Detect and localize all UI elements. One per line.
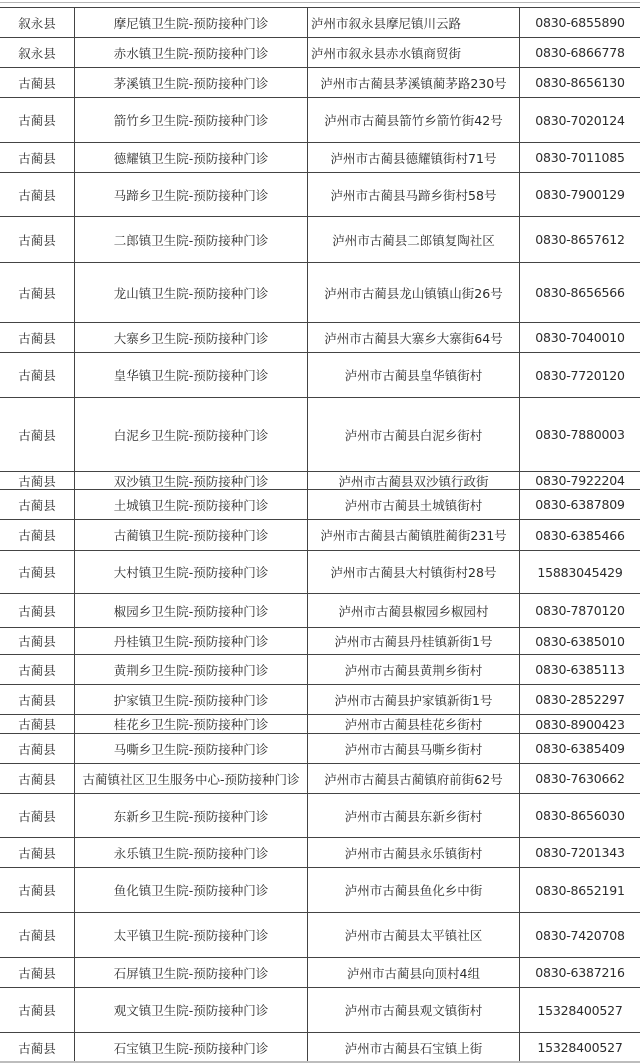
- county-cell: 古蔺县: [0, 217, 75, 262]
- table-row: [0, 715, 640, 734]
- table-row: [0, 685, 640, 715]
- address-cell: 泸州市古蔺县大村镇街村28号: [308, 551, 520, 593]
- clinic-name-cell: 椒园乡卫生院-预防接种门诊: [75, 594, 308, 627]
- address-cell: 泸州市古蔺县古蔺镇胜蔺街231号: [308, 520, 520, 550]
- county-cell: 古蔺县: [0, 263, 75, 322]
- county-cell: 古蔺县: [0, 520, 75, 550]
- county-cell: 古蔺县: [0, 958, 75, 987]
- address-cell: 泸州市古蔺县丹桂镇新街1号: [308, 628, 520, 654]
- clinic-name-cell: 龙山镇卫生院-预防接种门诊: [75, 263, 308, 322]
- phone-cell: 0830-6385409: [535, 741, 625, 756]
- table-row: [0, 263, 640, 323]
- table-row: [0, 490, 640, 520]
- address-cell: 泸州市古蔺县马蹄乡街村58号: [308, 173, 520, 216]
- table-row: [0, 353, 640, 398]
- address-cell: 泸州市古蔺县向顶村4组: [308, 958, 520, 987]
- phone-cell: 0830-8657612: [535, 232, 625, 247]
- phone-cell: 0830-6385010: [535, 633, 625, 649]
- address-cell: 泸州市叙永县赤水镇商贸街: [308, 38, 520, 67]
- phone-cell: 0830-7020124: [535, 112, 625, 128]
- table-row: [0, 958, 640, 988]
- phone-cell: 0830-6866778: [535, 45, 625, 60]
- clinic-name-cell: 大村镇卫生院-预防接种门诊: [75, 551, 308, 593]
- clinic-name-cell: 土城镇卫生院-预防接种门诊: [75, 490, 308, 519]
- address-cell: 泸州市古蔺县椒园乡椒园村: [308, 594, 520, 627]
- phone-cell: 0830-7870120: [535, 603, 625, 618]
- phone-cell: 0830-7201343: [535, 845, 625, 860]
- clinic-name-cell: 太平镇卫生院-预防接种门诊: [75, 913, 308, 957]
- address-cell: 泸州市古蔺县白泥乡街村: [308, 398, 520, 471]
- phone-cell: 0830-8656130: [535, 75, 625, 90]
- clinic-name-cell: 白泥乡卫生院-预防接种门诊: [75, 398, 308, 471]
- address-cell: 泸州市古蔺县马嘶乡街村: [308, 734, 520, 763]
- phone-cell: 15328400527: [537, 1002, 623, 1018]
- county-cell: 古蔺县: [0, 472, 75, 489]
- phone-cell: 0830-8656030: [535, 808, 625, 823]
- table-row: [0, 98, 640, 143]
- vaccination-clinic-table: [0, 7, 640, 1063]
- top-rule: [0, 2, 640, 3]
- table-row: [0, 988, 640, 1033]
- table-row: [0, 173, 640, 217]
- address-cell: 泸州市古蔺县石宝镇上街: [308, 1033, 520, 1062]
- address-cell: 泸州市古蔺县箭竹乡箭竹街42号: [308, 98, 520, 142]
- address-cell: 泸州市古蔺县德耀镇街村71号: [308, 143, 520, 172]
- clinic-name-cell: 石宝镇卫生院-预防接种门诊: [75, 1033, 308, 1062]
- county-cell: 古蔺县: [0, 794, 75, 837]
- address-cell: 泸州市古蔺县护家镇新街1号: [308, 685, 520, 714]
- address-cell: 泸州市古蔺县二郎镇复陶社区: [308, 217, 520, 262]
- county-cell: 古蔺县: [0, 685, 75, 714]
- county-cell: 古蔺县: [0, 398, 75, 471]
- county-cell: 古蔺县: [0, 715, 75, 733]
- phone-cell: 0830-6385466: [535, 527, 625, 543]
- table-row: [0, 734, 640, 764]
- address-cell: 泸州市古蔺县永乐镇街村: [308, 838, 520, 867]
- clinic-name-cell: 摩尼镇卫生院-预防接种门诊: [75, 8, 308, 37]
- county-cell: 叙永县: [0, 38, 75, 67]
- address-cell: 泸州市古蔺县大寨乡大寨街64号: [308, 323, 520, 352]
- address-cell: 泸州市古蔺县古蔺镇府前街62号: [308, 764, 520, 793]
- county-cell: 古蔺县: [0, 98, 75, 142]
- clinic-name-cell: 二郎镇卫生院-预防接种门诊: [75, 217, 308, 262]
- address-cell: 泸州市古蔺县皇华镇街村: [308, 353, 520, 397]
- table-row: [0, 764, 640, 794]
- address-cell: 泸州市叙永县摩尼镇川云路: [308, 8, 520, 37]
- address-cell: 泸州市古蔺县东新乡街村: [308, 794, 520, 837]
- county-cell: 古蔺县: [0, 323, 75, 352]
- table-row: [0, 628, 640, 655]
- county-cell: 古蔺县: [0, 734, 75, 763]
- clinic-name-cell: 丹桂镇卫生院-预防接种门诊: [75, 628, 308, 654]
- address-cell: 泸州市古蔺县桂花乡街村: [308, 715, 520, 733]
- clinic-name-cell: 鱼化镇卫生院-预防接种门诊: [75, 868, 308, 912]
- clinic-name-cell: 箭竹乡卫生院-预防接种门诊: [75, 98, 308, 142]
- phone-cell: 0830-6385113: [535, 662, 625, 677]
- phone-cell: 0830-8900423: [535, 716, 625, 732]
- table-row: [0, 794, 640, 838]
- clinic-name-cell: 观文镇卫生院-预防接种门诊: [75, 988, 308, 1032]
- clinic-name-cell: 黄荆乡卫生院-预防接种门诊: [75, 655, 308, 684]
- table-row: [0, 913, 640, 958]
- county-cell: 古蔺县: [0, 868, 75, 912]
- address-cell: 泸州市古蔺县鱼化乡中街: [308, 868, 520, 912]
- clinic-name-cell: 东新乡卫生院-预防接种门诊: [75, 794, 308, 837]
- address-cell: 泸州市古蔺县茅溪镇蔺茅路230号: [308, 68, 520, 97]
- clinic-name-cell: 马蹄乡卫生院-预防接种门诊: [75, 173, 308, 216]
- table-row: [0, 838, 640, 868]
- phone-cell: 0830-2852297: [535, 692, 625, 707]
- phone-cell: 0830-7900129: [535, 187, 625, 202]
- table-row: [0, 594, 640, 628]
- table-row: [0, 8, 640, 38]
- table-row: [0, 520, 640, 551]
- table-row: [0, 143, 640, 173]
- clinic-name-cell: 大寨乡卫生院-预防接种门诊: [75, 323, 308, 352]
- phone-cell: 0830-8652191: [535, 882, 625, 898]
- address-cell: 泸州市古蔺县龙山镇镇山街26号: [308, 263, 520, 322]
- phone-cell: 0830-7880003: [535, 427, 625, 442]
- county-cell: 古蔺县: [0, 988, 75, 1032]
- phone-cell: 0830-7630662: [535, 771, 625, 786]
- clinic-name-cell: 桂花乡卫生院-预防接种门诊: [75, 715, 308, 733]
- county-cell: 古蔺县: [0, 68, 75, 97]
- county-cell: 古蔺县: [0, 764, 75, 793]
- address-cell: 泸州市古蔺县太平镇社区: [308, 913, 520, 957]
- county-cell: 古蔺县: [0, 551, 75, 593]
- table-row: [0, 68, 640, 98]
- county-cell: 古蔺县: [0, 490, 75, 519]
- phone-cell: 0830-7011085: [535, 150, 625, 165]
- clinic-name-cell: 古蔺镇社区卫生服务中心-预防接种门诊: [75, 764, 308, 793]
- phone-cell: 0830-7720120: [535, 367, 625, 383]
- county-cell: 古蔺县: [0, 655, 75, 684]
- county-cell: 古蔺县: [0, 173, 75, 216]
- county-cell: 古蔺县: [0, 353, 75, 397]
- clinic-name-cell: 马嘶乡卫生院-预防接种门诊: [75, 734, 308, 763]
- phone-cell: 0830-8656566: [535, 285, 625, 300]
- county-cell: 古蔺县: [0, 838, 75, 867]
- table-row: [0, 868, 640, 913]
- clinic-name-cell: 古蔺镇卫生院-预防接种门诊: [75, 520, 308, 550]
- address-cell: 泸州市古蔺县双沙镇行政街: [308, 472, 520, 489]
- phone-cell: 0830-6855890: [535, 15, 625, 30]
- address-cell: 泸州市古蔺县土城镇街村: [308, 490, 520, 519]
- county-cell: 古蔺县: [0, 628, 75, 654]
- table-row: [0, 217, 640, 263]
- county-cell: 叙永县: [0, 8, 75, 37]
- clinic-name-cell: 茅溪镇卫生院-预防接种门诊: [75, 68, 308, 97]
- county-cell: 古蔺县: [0, 143, 75, 172]
- table-row: [0, 323, 640, 353]
- phone-cell: 15883045429: [537, 564, 623, 580]
- phone-cell: 0830-7922204: [535, 473, 625, 488]
- table-row: [0, 655, 640, 685]
- table-row: [0, 1033, 640, 1063]
- phone-cell: 0830-7040010: [535, 330, 625, 345]
- phone-cell: 0830-6387809: [535, 497, 625, 512]
- county-cell: 古蔺县: [0, 913, 75, 957]
- county-cell: 古蔺县: [0, 1033, 75, 1062]
- phone-cell: 0830-7420708: [535, 927, 625, 943]
- table-row: [0, 551, 640, 594]
- clinic-name-cell: 护家镇卫生院-预防接种门诊: [75, 685, 308, 714]
- clinic-name-cell: 双沙镇卫生院-预防接种门诊: [75, 472, 308, 489]
- clinic-name-cell: 永乐镇卫生院-预防接种门诊: [75, 838, 308, 867]
- phone-cell: 15328400527: [537, 1040, 623, 1055]
- table-row: [0, 38, 640, 68]
- clinic-name-cell: 石屏镇卫生院-预防接种门诊: [75, 958, 308, 987]
- clinic-name-cell: 赤水镇卫生院-预防接种门诊: [75, 38, 308, 67]
- clinic-name-cell: 德耀镇卫生院-预防接种门诊: [75, 143, 308, 172]
- clinic-name-cell: 皇华镇卫生院-预防接种门诊: [75, 353, 308, 397]
- phone-cell: 0830-6387216: [535, 965, 625, 980]
- address-cell: 泸州市古蔺县黄荆乡街村: [308, 655, 520, 684]
- table-row: [0, 398, 640, 472]
- table-row: [0, 472, 640, 490]
- county-cell: 古蔺县: [0, 594, 75, 627]
- address-cell: 泸州市古蔺县观文镇街村: [308, 988, 520, 1032]
